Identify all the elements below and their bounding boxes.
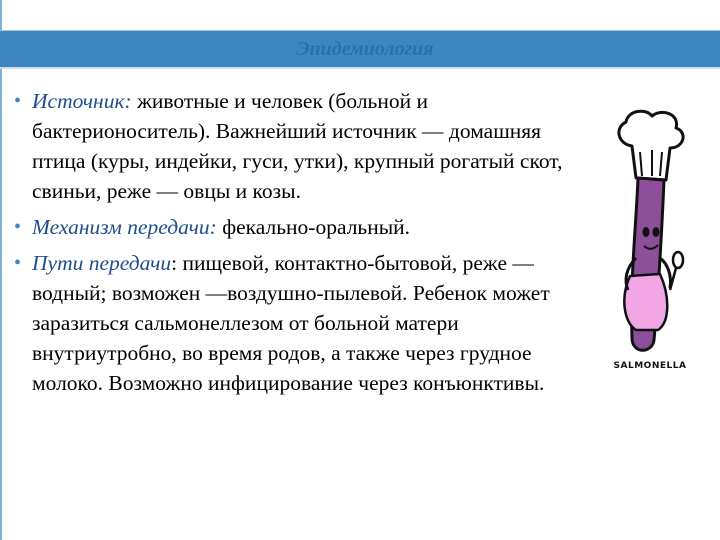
- title-bar: [0, 30, 720, 69]
- bullet-text: : пищевой, контактно-бытовой, реже — водный; возможен —воздушно-пылевой. Ребенок может заразиться сальмонеллезом от больной матери внутриутробно, во время родов, а также через грудное молоко. Возможно инфицирование через конъюнктивы.: [32, 251, 550, 395]
- bullet-item-source: [14, 86, 592, 206]
- salmonella-chef-icon: [596, 108, 700, 388]
- bullet-item-routes: [14, 248, 592, 398]
- bullet-term: Механизм передачи:: [32, 215, 217, 239]
- bullet-icon: •: [14, 90, 22, 112]
- bullet-term: Пути передачи: [32, 251, 172, 275]
- bullet-term: Источник:: [32, 89, 132, 113]
- bullet-item-mechanism: [14, 212, 592, 242]
- bullet-list: [14, 86, 592, 404]
- left-border-line: [0, 0, 2, 540]
- bullet-icon: •: [14, 216, 22, 238]
- illustration-caption: SALMONELLA: [613, 361, 687, 371]
- bullet-text: фекально-оральный.: [216, 215, 411, 239]
- slide-title: Эпидемиология: [296, 38, 434, 60]
- bullet-text: животные и человек (больной и бактерионоситель). Важнейший источник — домашняя птица (куры, индейки, гуси, утки), крупный рогатый скот, свиньи, реже — овцы и козы.: [32, 89, 563, 203]
- salmonella-illustration: [596, 108, 700, 388]
- bullet-icon: •: [14, 252, 22, 274]
